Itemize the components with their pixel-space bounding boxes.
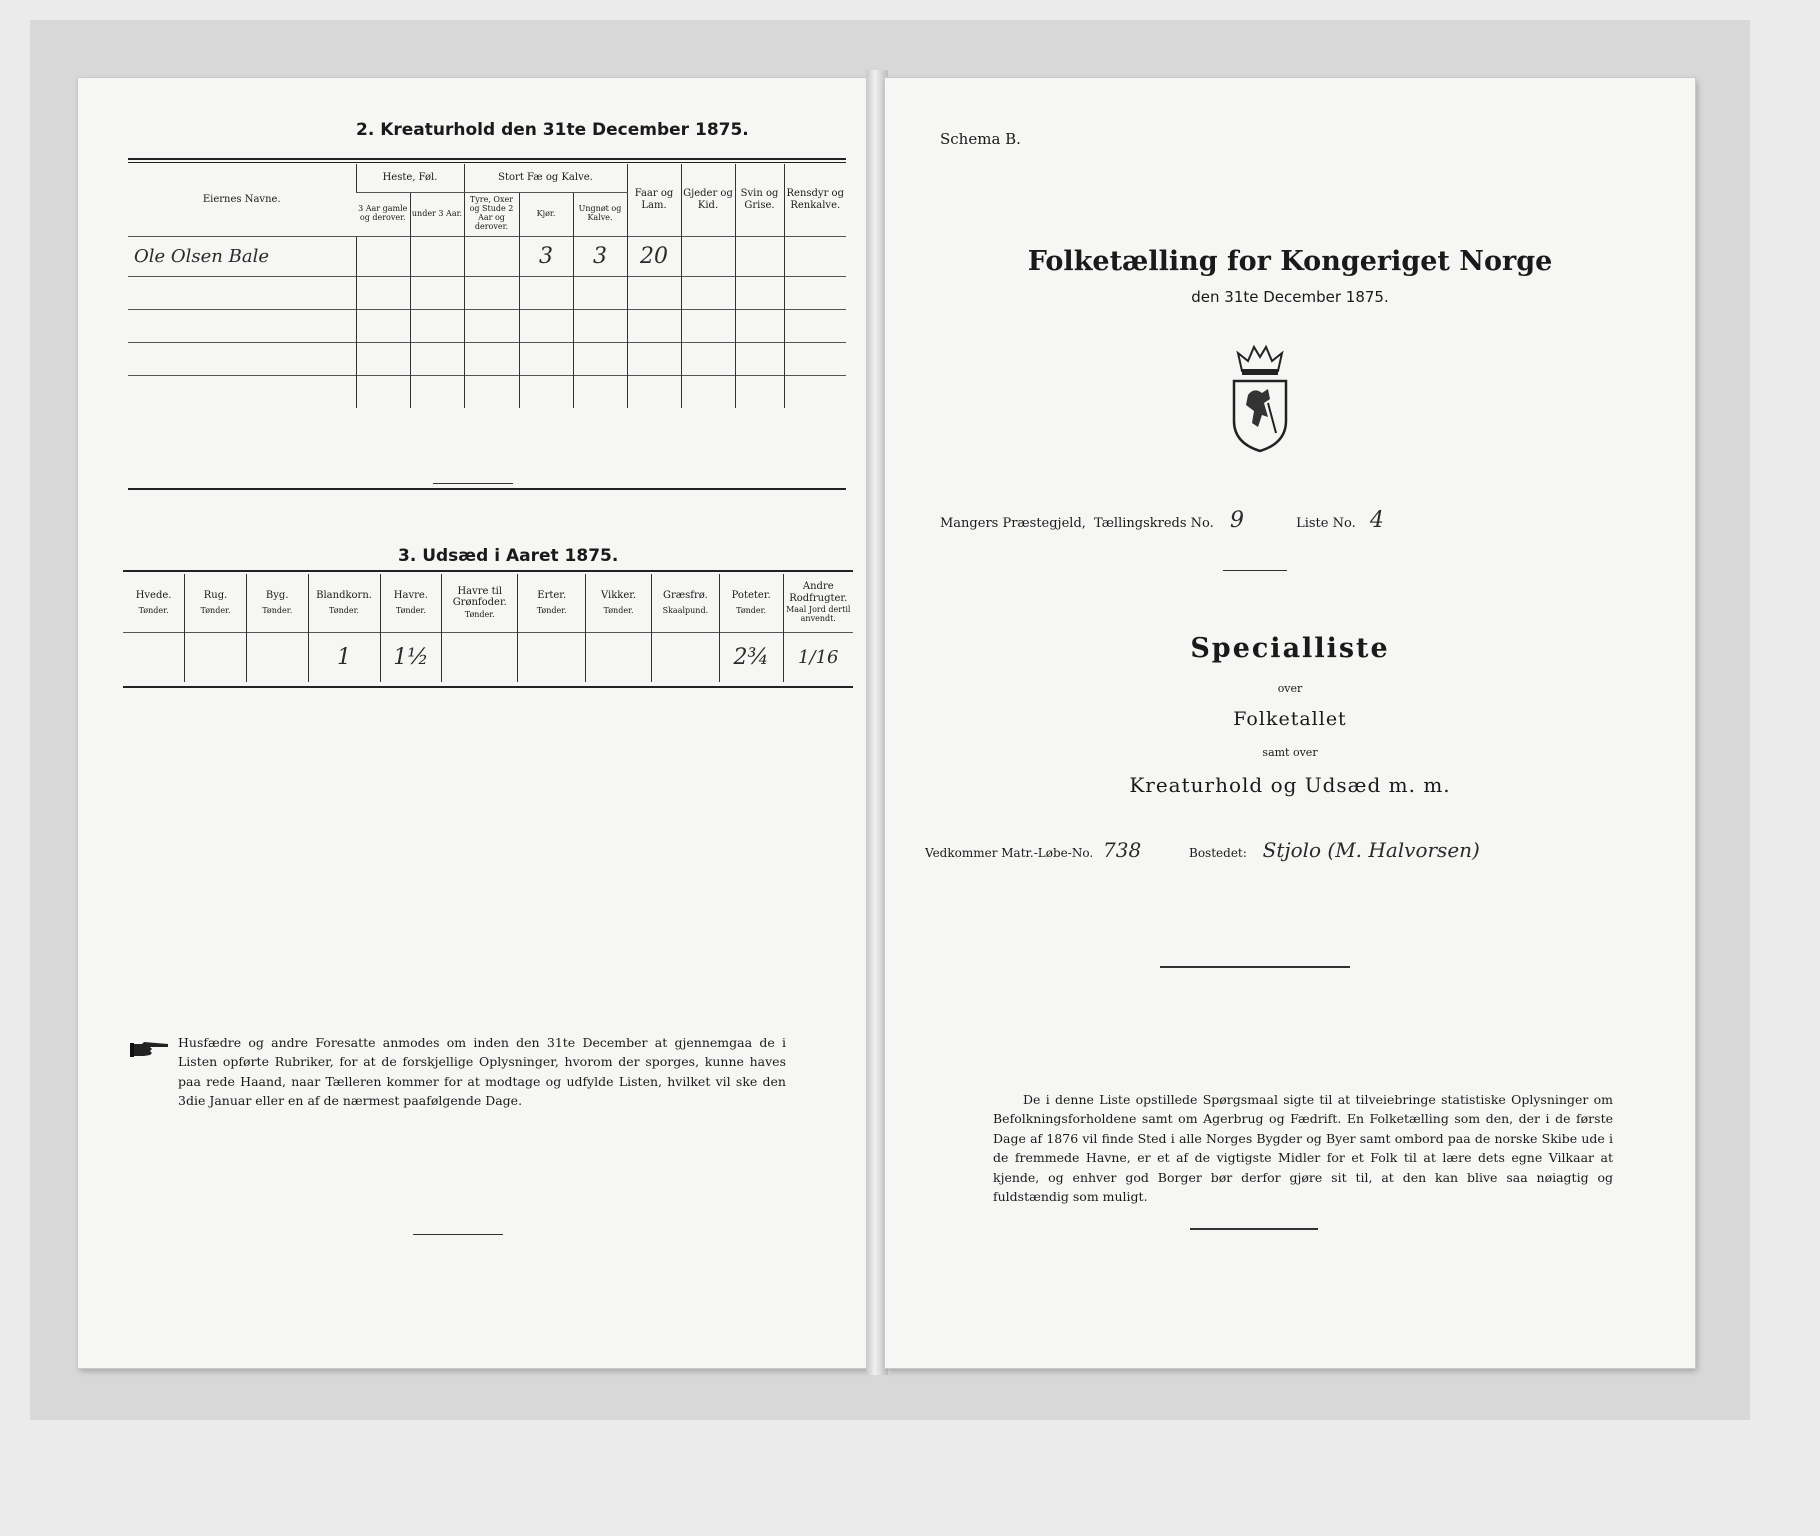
sub-stort-1: Tyre, Oxer og Stude 2 Aar og derover.: [464, 192, 519, 236]
district-value: 9: [1229, 508, 1244, 533]
seed-value: 1/16: [783, 632, 853, 682]
table-row: [128, 309, 846, 342]
coat-of-arms-icon: [1228, 343, 1292, 453]
seed-unit: Tønder.: [138, 606, 169, 616]
owner-cell: Ole Olsen Bale: [128, 236, 356, 276]
seed-header: Hvede.: [135, 589, 172, 601]
seed-header: Blandkorn.: [316, 589, 372, 601]
bostedet-label: Bostedet:: [1189, 846, 1247, 860]
sub-heste-1: 3 Aar gamle og derover.: [358, 204, 408, 222]
kreaturhold-text: Kreaturhold og Udsæd m. m.: [1129, 773, 1451, 797]
right-page: [885, 78, 1695, 1368]
matr-line: [925, 838, 1480, 862]
seed-value: 1½: [380, 632, 442, 682]
col-faar-header: Faar og Lam.: [627, 164, 681, 236]
seed-value-row: [123, 632, 853, 682]
seed-unit: Skaalpund.: [662, 606, 709, 616]
seed-header: Vikker.: [600, 589, 637, 601]
census-paragraph: De i denne Liste opstillede Spørgsmaal sigte til at tilveiebringe statistiske Oplysninger om Befolkningsforholdene samt om Agerbrug og Fædrift. En Folketælling som den, der i de første Dage af 1876 vil finde Sted i alle Norges Bygder og Byer samt ombord paa de norske Skibe ude i de fremmede Havne, er et af de vigtigste Midler for et Folk til at lære dets egne Vilkaar at kjende, og enhver god Borger bør derfor gjøre sit til, at den kan blive saa nøiagtig og fuldstændig som muligt.: [993, 1092, 1613, 1204]
seed-unit: Maal Jord dertil anvendt.: [786, 605, 851, 624]
seed-header: Rug.: [203, 589, 228, 601]
seed-unit: Tønder.: [395, 606, 426, 616]
main-title: Folketælling for Kongeriget Norge: [1027, 246, 1553, 277]
section3-title: 3. Udsæd i Aaret 1875.: [398, 546, 619, 566]
seed-value: 2¾: [719, 632, 783, 682]
over-text: over: [1277, 682, 1303, 695]
cell: [681, 236, 735, 276]
seed-value: [442, 632, 518, 682]
livestock-table: [128, 158, 846, 408]
group-stort-header: Stort Fæ og Kalve.: [464, 164, 627, 192]
seed-header-row: [123, 574, 853, 632]
seed-unit: Tønder.: [262, 606, 293, 616]
seed-value: [651, 632, 719, 682]
divider: [1160, 966, 1350, 968]
folketallet-text: Folketallet: [1233, 708, 1347, 730]
seed-header: Poteter.: [731, 589, 771, 601]
divider: [433, 483, 513, 484]
kjor-cell: 3: [519, 236, 573, 276]
cell: [735, 236, 784, 276]
matr-value: 738: [1103, 838, 1142, 862]
census-date: den 31te December 1875.: [1191, 288, 1389, 306]
cell: [356, 236, 410, 276]
table-row: [128, 375, 846, 408]
seed-value: [586, 632, 652, 682]
seed-unit: Tønder.: [464, 609, 495, 619]
sub-stort-3: Ungnøt og Kalve.: [573, 192, 627, 236]
table-row: [128, 342, 846, 375]
left-page: [78, 78, 868, 1368]
seed-value: [518, 632, 586, 682]
seed-header: Erter.: [537, 589, 567, 601]
ungnot-cell: 3: [573, 236, 627, 276]
bostedet-value: Stjolo (M. Halvorsen): [1262, 838, 1480, 862]
seed-table: [123, 570, 853, 682]
parish-line: [940, 508, 1384, 533]
seed-header: Græsfrø.: [662, 589, 708, 601]
divider: [413, 1234, 503, 1235]
seed-header: Havre til Grønfoder.: [452, 585, 507, 609]
seed-unit: Tønder.: [603, 606, 634, 616]
col-owner-header: Eiernes Navne.: [202, 194, 281, 205]
col-svin-header: Svin og Grise.: [735, 164, 784, 236]
sub-heste-2: under 3 Aar.: [410, 192, 464, 236]
schema-label: Schema B.: [940, 130, 1021, 148]
seed-value: 1: [308, 632, 380, 682]
divider: [1190, 1228, 1318, 1230]
cell: [784, 236, 846, 276]
seed-value: [185, 632, 247, 682]
cell: [464, 236, 519, 276]
cell: [410, 236, 464, 276]
col-gjeder-header: Gjeder og Kid.: [681, 164, 735, 236]
district-label: Tællingskreds No.: [1094, 516, 1214, 531]
seed-value: [246, 632, 308, 682]
specialliste-title: Specialliste: [1190, 633, 1390, 664]
col-rensdyr-header: Rensdyr og Renkalve.: [784, 164, 846, 236]
parish-label: Mangers Præstegjeld,: [940, 516, 1086, 531]
seed-header: Andre Rodfrugter.: [789, 581, 848, 604]
seed-unit: Tønder.: [736, 606, 767, 616]
table-row: [128, 236, 846, 276]
divider: [1223, 570, 1287, 571]
seed-header: Byg.: [265, 589, 289, 601]
group-heste-header: Heste, Føl.: [356, 164, 464, 192]
samt-over-text: samt over: [1262, 746, 1318, 759]
pointing-hand-icon: [128, 1038, 170, 1060]
notice-text: Husfædre og andre Foresatte anmodes om inden den 31te December at gjennemgaa de i Listen opførte Rubriker, for at de forskjellige Oplysninger, hvorom der sporges, kunne haves paa rede Haand, naar Tælleren kommer for at modtage og udfylde Listen, hvilket vil ske den 3die Januar eller en af de nærmest paafølgende Dage.: [178, 1035, 786, 1109]
table-row: [128, 276, 846, 309]
seed-value: [123, 632, 185, 682]
list-label: Liste No.: [1296, 516, 1356, 531]
list-value: 4: [1369, 508, 1384, 533]
seed-unit: Tønder.: [200, 606, 231, 616]
section2-title: 2. Kreaturhold den 31te December 1875.: [356, 120, 749, 140]
faar-cell: 20: [627, 236, 681, 276]
matr-label: Vedkommer Matr.-Løbe-No.: [925, 846, 1094, 860]
seed-unit: Tønder.: [536, 606, 567, 616]
sub-stort-2: Kjør.: [519, 192, 573, 236]
seed-header: Havre.: [393, 589, 428, 601]
seed-unit: Tønder.: [329, 606, 360, 616]
